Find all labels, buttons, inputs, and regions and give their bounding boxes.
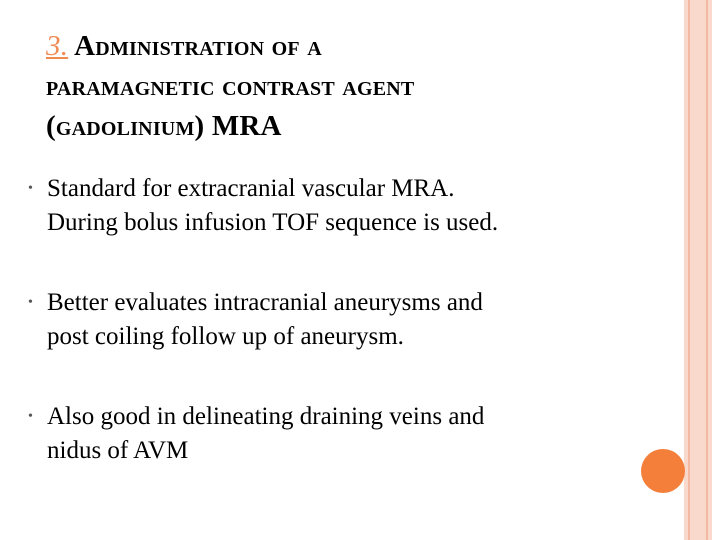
title-number: 3. — [46, 30, 69, 62]
bullet-line: Standard for extracranial vascular MRA. — [47, 175, 455, 202]
bullet-marker: • — [28, 409, 33, 424]
bullet-item — [28, 172, 668, 240]
decorative-stripe-line-left — [688, 0, 690, 540]
title-line-1 — [46, 26, 666, 66]
title-line-2: paramagnetic contrast agent — [46, 70, 415, 102]
title-line-3: (gadolinium) MRA — [46, 110, 282, 142]
bullet-item — [28, 286, 668, 354]
bullet-item — [28, 400, 668, 468]
bullet-line: During bolus infusion TOF sequence is used. — [47, 209, 499, 236]
bullet-marker: • — [28, 295, 33, 310]
bullet-marker: • — [28, 181, 33, 196]
bullet-line: Also good in delineating draining veins and — [47, 403, 485, 430]
bullet-list — [28, 172, 668, 468]
title-line-1-text: Administration of a — [74, 30, 322, 62]
decorative-stripe-line-right — [706, 0, 708, 540]
bullet-line: post coiling follow up of aneurysm. — [47, 323, 404, 350]
bullet-line: Better evaluates intracranial aneurysms and — [47, 289, 483, 316]
bullet-line: nidus of AVM — [47, 437, 189, 464]
slide-title — [46, 26, 666, 146]
